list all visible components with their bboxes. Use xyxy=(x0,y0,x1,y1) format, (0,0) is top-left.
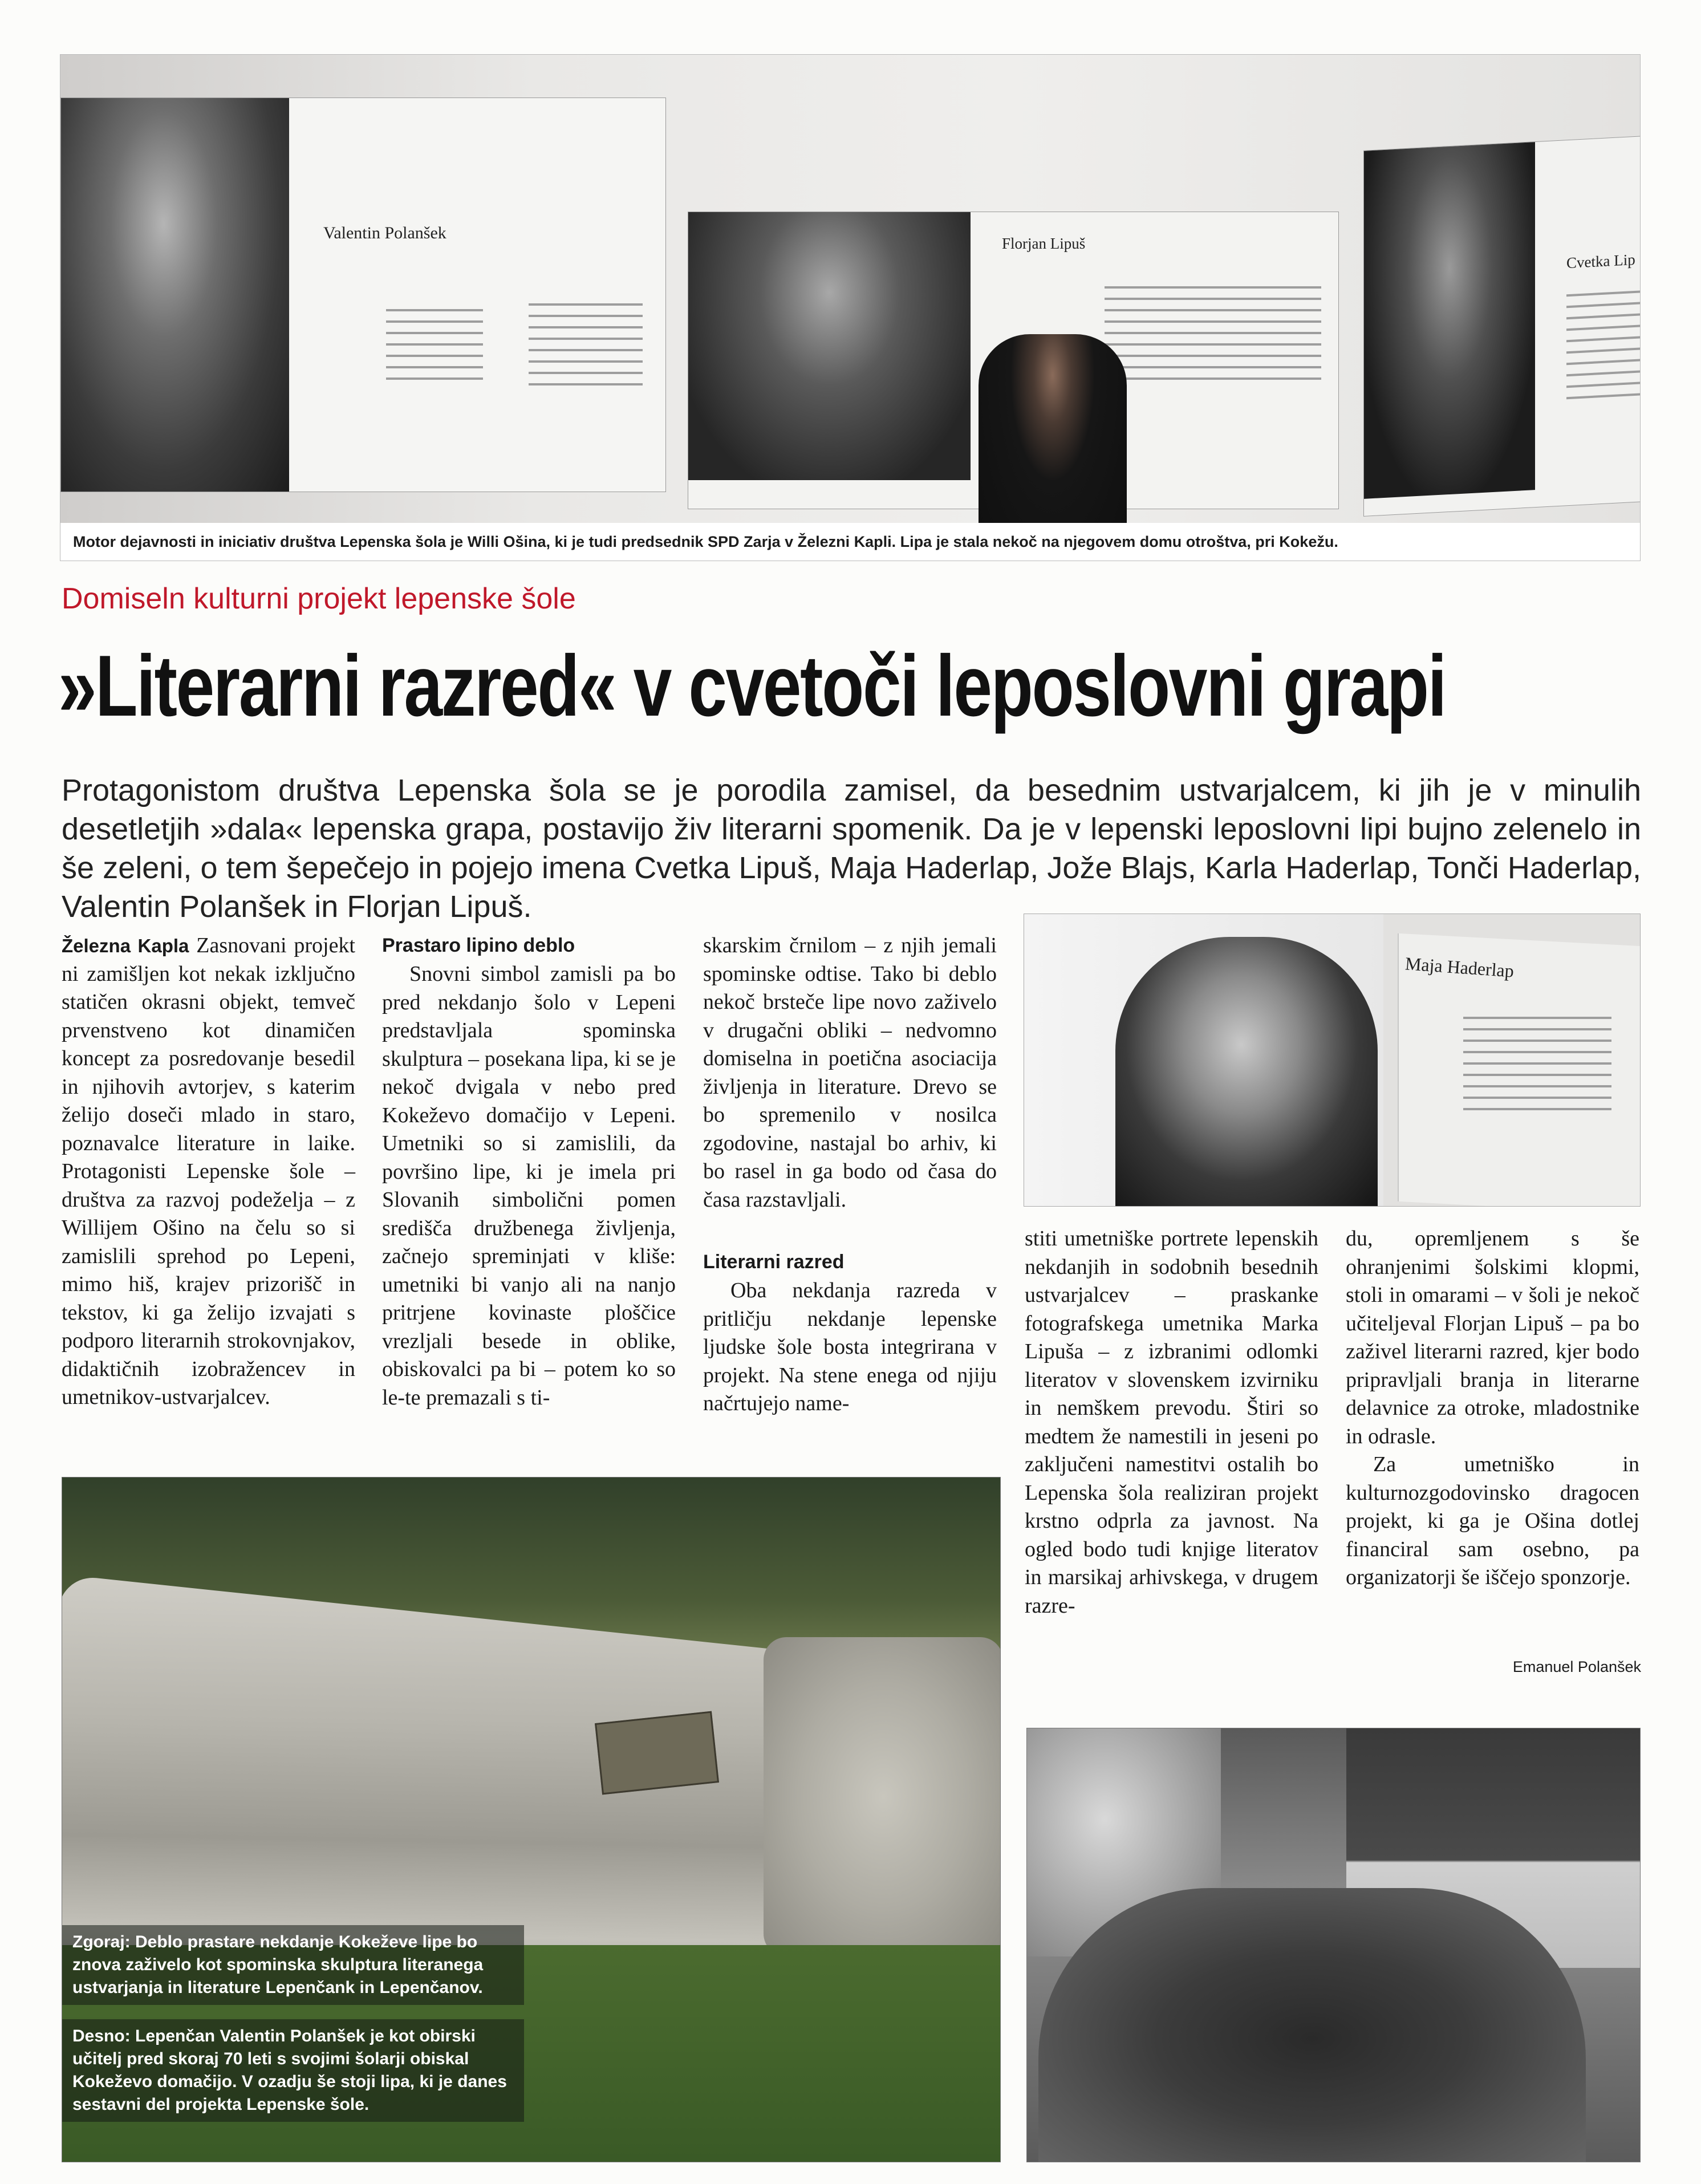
portrait-photo-maja xyxy=(1115,937,1378,1206)
portrait-photo-polansek xyxy=(61,98,289,492)
column-2-text: Snovni simbol zamisli pa bo pred nekdanjo šolo v Lepeni predstavljala spominska skulptura – posekana lipa, ki se je nekoč dvigala v nebo pred Kokeževo domačijo v Lepeni. Umetniki so si zamislili, da površino lipe, ki je imela pri Slovanih simbolični pomen središča družbenega življenja, začnejo spreminjati v kliše: umetniki bi vanjo ali na nanjo pritrjene kovinaste ploščice vrezljali besede in oblike, obiskovalci pa bi – potem ko so le-te premazali s ti- xyxy=(382,962,676,1410)
column-1-text: Zasnovani projekt ni zamišljen kot nekak izključno statičen okrasni objekt, temveč prvenstveno kot dinamičen koncept za posredovanje besedil in njihovih avtorjev, s katerim želijo doseči mlado in staro, poznavalce literature in laike. Protagonisti Lepenske šole – društva za razvoj podeželja – z Willijem Ošino na čelu so si zamislili sprehod po Lepeni, mimo hiš, krajev prizorišč in tekstov, ki ga želijo izvajati s podporo literarnih strokovnjakov, didaktičnih izobražencev in umetnikov-ustvarjalcev. xyxy=(62,933,355,1409)
kicker: Domiseln kulturni projekt lepenske šole xyxy=(62,582,576,615)
top-photo-caption: Motor dejavnosti in iniciativ društva Lepenska šola je Willi Ošina, ki je tudi predsednik SPD Zarja v Železni Kapli. Lipa je stala nekoč na njegovem domu otroštva, pri Kokežu. xyxy=(60,523,1640,561)
group-of-pupils xyxy=(1038,1888,1586,2162)
portrait-panel-cvetka xyxy=(1363,136,1641,517)
column-3b-text: Oba nekdanja razreda v pritličju nekdanje lepenske ljudske šole bosta integrirana v projekt. Na stene enega od njiju načrtujejo name- xyxy=(703,1278,997,1415)
column-5-text: du, opremljenem s še ohranjenimi šolskimi klopmi, stoli in omarami – v šoli je nekoč učiteljeval Florjan Lipuš – pa bo zaživel literarni razred, kjer bodo pripravljali branja in literarne delavnice za otroke, mladostnike in odrasle. xyxy=(1346,1227,1639,1448)
maja-haderlap-photo xyxy=(1024,914,1641,1207)
top-exhibition-photo xyxy=(60,54,1641,561)
author-byline: Emanuel Polanšek xyxy=(1512,1658,1641,1675)
portrait-photo-lipus xyxy=(688,212,971,480)
panel-name-lipus: Florjan Lipuš xyxy=(1002,235,1086,252)
metal-plate xyxy=(595,1711,719,1795)
article-column-4 xyxy=(1025,1225,1318,1620)
headline: »Literarni razred« v cvetoči leposlovni grapi xyxy=(58,638,1446,734)
column-3-text: skarskim črnilom – z njih jemali spominske odtise. Tako bi deblo nekoč brsteče lipe novo zaživelo v drugačni obliki – nedvomno domiselna in poetična asociacija življenja in literature. Drevo se bo spremenilo v nosilca zgodovine, nastajal bo arhiv, ki bo rasel in ga bodo od časa do časa razstavljali. xyxy=(703,933,997,1212)
log-photo-caption-right: Desno: Lepenčan Valentin Polanšek je kot obirski učitelj pred skoraj 70 leti s svojimi šolarji obiskal Kokeževo domačijo. V ozadju še stoji lipa, ki je danes sestavni del projekta Lepenske šole. xyxy=(62,2019,524,2122)
lime-tree-log-photo xyxy=(62,1477,1001,2162)
log-end-face xyxy=(764,1637,1001,1956)
panel-name-cvetka: Cvetka Lip xyxy=(1566,250,1635,272)
historic-class-photo xyxy=(1026,1728,1641,2162)
subheading-lipa: Prastaro lipino deblo xyxy=(382,935,575,956)
article-column-2 xyxy=(382,931,676,1412)
portrait-photo-cvetka xyxy=(1364,142,1535,499)
portrait-panel-polansek xyxy=(60,98,666,492)
article-column-1 xyxy=(62,932,355,1412)
subheading-razred: Literarni razred xyxy=(703,1251,845,1273)
panel-name-polansek: Valentin Polanšek xyxy=(323,224,446,242)
panel-name-maja: Maja Haderlap xyxy=(1404,953,1515,981)
article-column-3 xyxy=(703,932,997,1418)
column-4-text: stiti umetniške portrete lepenskih nekdanjih in sodobnih besednih ustvarjalcev – praskanke fotografskega umetnika Marka Lipuša – z izbranimi odlomki literatov v slovenskem izvirniku in nemškem prevodu. Štiri so medtem že namestili in jeseni po zaključeni namestitvi ostalih bo Lepenska šola realiziran projekt krstno odprla za javnost. Na ogled bodo tudi knjige literatov in marsikaj arhivskega, v drugem razre- xyxy=(1025,1227,1318,1618)
column-5b-text: Za umetniško in kulturnozgodovinsko dragocen projekt, ki ga je Ošina dotlej financiral sam osebno, pa organizatorji še iščejo sponzorje. xyxy=(1346,1452,1639,1589)
lead-paragraph: Protagonistom društva Lepenska šola se je porodila zamisel, da besednim ustvarjalcem, ki jih je v minulih desetletjih »dala« lepenska grapa, postavijo živ literarni spomenik. Da je v lepenski leposlovni lipi bujno zelenelo in še zeleni, o tem šepečejo in pojejo imena Cvetka Lipuš, Maja Haderlap, Jože Blajs, Karla Haderlap, Tonči Haderlap, Valentin Polanšek in Florjan Lipuš. xyxy=(62,773,1641,924)
article-column-5 xyxy=(1346,1225,1639,1592)
log-photo-caption-top: Zgoraj: Deblo prastare nekdanje Kokeževe lipe bo znova zaživelo kot spominska skulptura literanega ustvarjanja in literature Lepenčank in Lepenčanov. xyxy=(62,1925,524,2005)
dateline: Železna Kapla xyxy=(62,935,189,956)
